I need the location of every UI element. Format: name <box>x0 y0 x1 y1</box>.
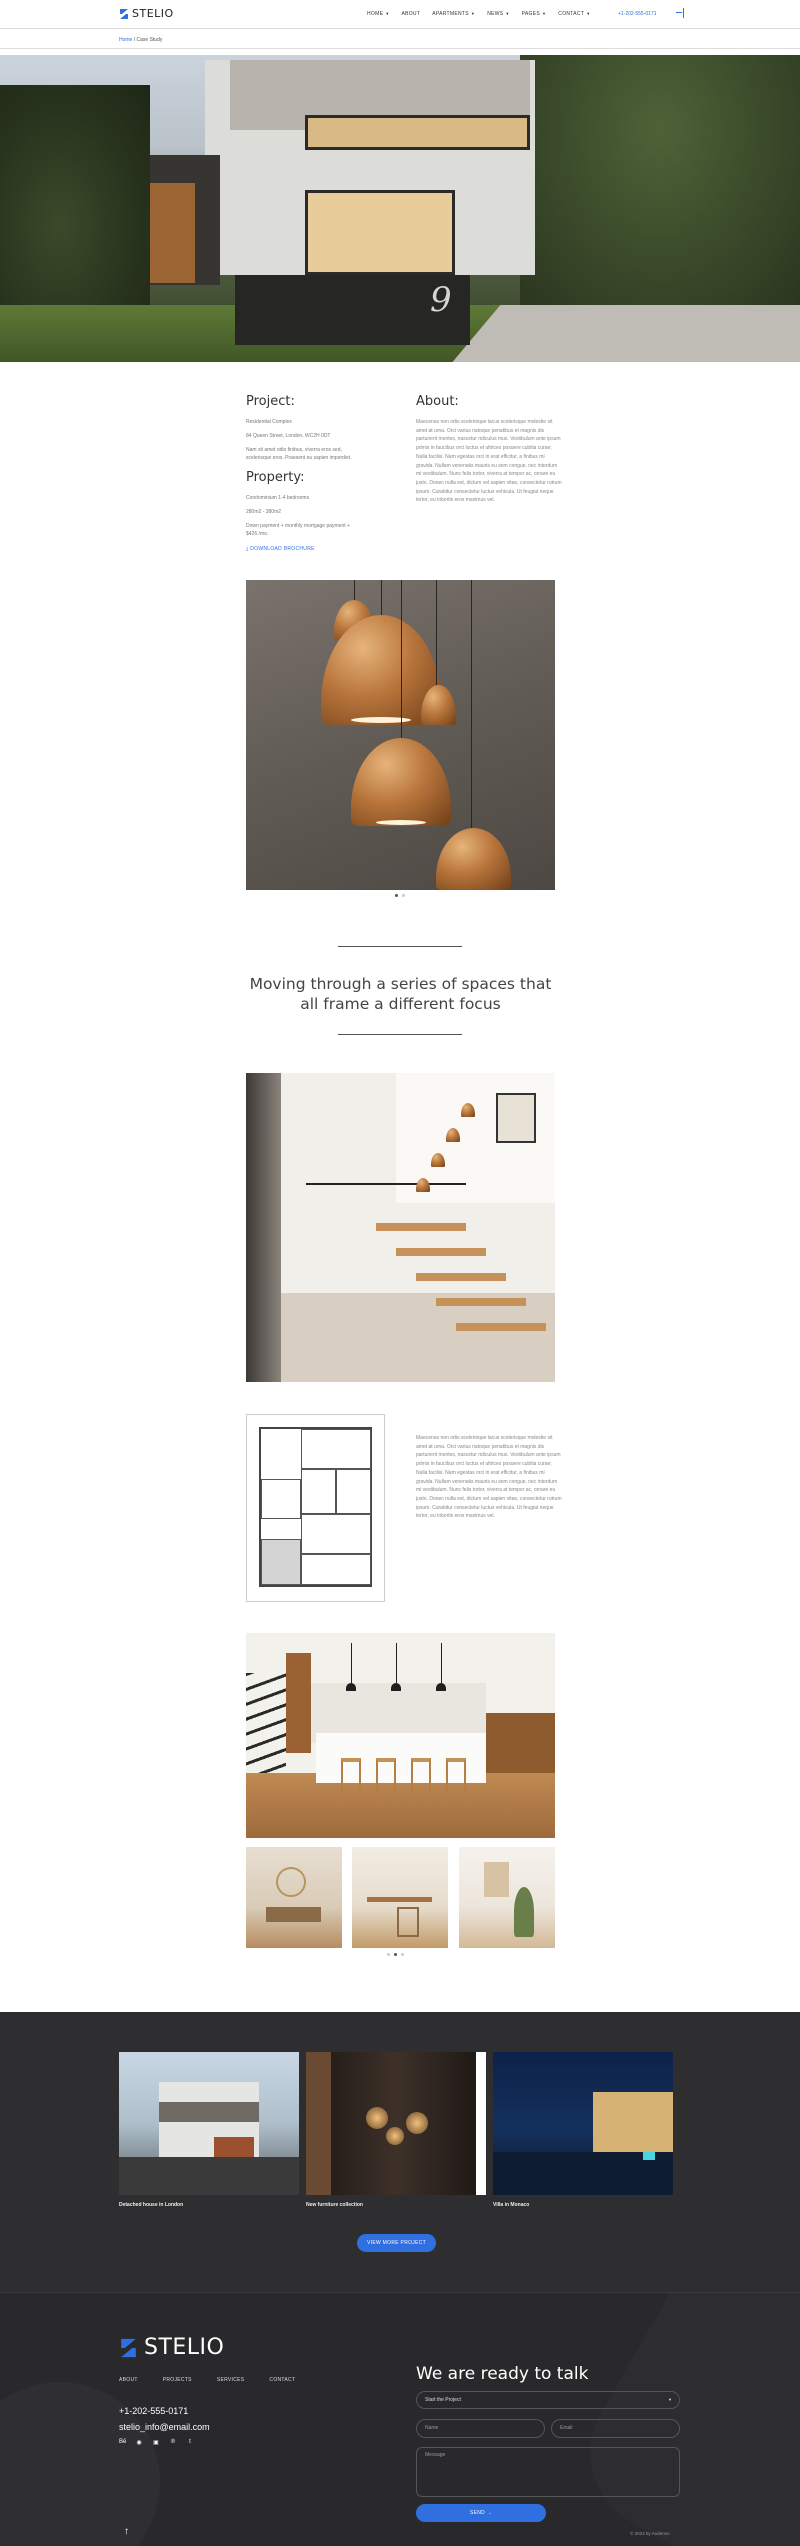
lamp-cord <box>471 580 472 830</box>
nav-home[interactable] <box>367 11 389 17</box>
email-field[interactable]: Email <box>551 2419 680 2438</box>
carousel-dots <box>393 894 407 897</box>
carousel-dot[interactable] <box>394 1953 397 1956</box>
chevron-down-icon: ▼ <box>668 2397 672 2402</box>
carousel-dot[interactable] <box>402 894 405 897</box>
gallery-image-stairs[interactable] <box>246 1073 555 1382</box>
lamp-cord <box>381 580 382 615</box>
stair-step <box>396 1248 486 1256</box>
chevron-down-icon: ▼ <box>505 11 510 16</box>
project-line-2: 84 Queen Street, London, WC2H 0DT <box>246 433 331 439</box>
project-card-title[interactable]: Detached house in London <box>119 2202 184 2208</box>
hero-door <box>150 183 195 283</box>
pendant-light <box>386 2127 404 2145</box>
brand-name: STELIO <box>132 7 174 20</box>
pendant-cord <box>441 1643 442 1683</box>
gallery-image-lamps[interactable] <box>246 580 555 890</box>
floor-plan-image[interactable] <box>246 1414 385 1602</box>
send-label: SEND <box>469 2510 486 2516</box>
house-number: 9 <box>430 280 452 320</box>
site-header <box>0 0 800 28</box>
chevron-down-icon: ▼ <box>385 11 390 16</box>
thumb-mirror <box>276 1867 306 1897</box>
carousel-dots <box>385 1953 406 1956</box>
lamp-cord <box>354 580 355 602</box>
pendant-lamp <box>436 1683 446 1691</box>
download-brochure-link[interactable] <box>246 546 315 552</box>
house-window-band <box>159 2102 259 2122</box>
project-card-title[interactable]: New furniture collection <box>306 2202 363 2208</box>
pendant-lamp <box>351 738 451 826</box>
lamp-glow <box>351 717 411 723</box>
message-field[interactable]: Message <box>416 2447 680 2497</box>
plan-room <box>301 1514 371 1554</box>
nav-apartments-label: APARTMENTS <box>432 11 469 17</box>
arrow-right-icon: → <box>486 2510 493 2516</box>
nav-pages[interactable] <box>522 11 547 17</box>
hero-image <box>0 55 800 362</box>
header-phone-link[interactable]: +1-202-555-0171 <box>618 11 657 17</box>
thumb-bench <box>266 1907 321 1922</box>
quote-text: Moving through a series of spaces that all frame a different focus <box>249 975 552 1013</box>
hero-window-lower <box>305 190 455 275</box>
pendant-lamp <box>436 828 511 890</box>
carousel-dot[interactable] <box>401 1953 404 1956</box>
nav-pages-label: PAGES <box>521 11 541 17</box>
floor-plan-description: Maecenas non odio scelerisque lacus scelerisque molestie sit amet at urna. Orci varius natoque penatibus et magnis dis parturient montes, nascetur ridiculus mus. Vestibulum ante ipsum primis in faucibus orci luctus et ultrices posuere cubilia curae; Nulla facilisi. Nam egestas orci in erat efficitur, a finibus mi gravida. Nullam venenatis mauris eu sem congue, nec interdum mi vestibulum. Nunc felis tortor, viverra at tempor ac, ornare eu justo. Donec nulla est, dictum vel sapien vitae, consectetur rutrum ipsum. Curabitur consectetur luctus vehicula. Ut feugiat neque tortor, eu lobortis eros maximus vel. <box>416 1435 562 1520</box>
footer-phone[interactable]: +1-202-555-0171 <box>119 2406 189 2416</box>
nav-contact[interactable] <box>558 11 590 17</box>
project-card-title[interactable]: Villa in Monaco <box>493 2202 530 2208</box>
bar-stool <box>376 1758 396 1803</box>
kitchen-cabinet-left <box>286 1653 311 1753</box>
white-wall <box>476 2052 486 2195</box>
footer-brand-name: STELIO <box>144 2335 225 2360</box>
footer-nav-projects[interactable]: PROJECTS <box>162 2377 192 2383</box>
project-card-image[interactable] <box>306 2052 486 2195</box>
plan-room <box>301 1469 336 1514</box>
about-text: Maecenas non odio scelerisque lacus scelerisque molestie sit amet at urna. Orci varius natoque penatibus et magnis dis parturient montes, nascetur ridiculus mus. Vestibulum ante ipsum primis in faucibus orci luctus et ultrices posuere cubilia curae; Nulla facilisi. Nam egestas orci in erat efficitur, a finibus mi gravida. Nullam venenatis mauris eu sem congue, nec interdum mi vestibulum. Nunc felis tortor, viverra at tempor ac, ornare eu justo. Donec nulla est, dictum vel sapien vitae, consectetur rutrum ipsum. Curabitur consectetur luctus vehicula. Ut feugiat neque tortor, eu lobortis eros maximus vel. <box>416 419 562 504</box>
gallery-image-kitchen[interactable] <box>246 1633 555 1838</box>
stairs-picture-frame <box>496 1093 536 1143</box>
property-title: Property: <box>246 470 305 485</box>
footer-nav-services[interactable]: SERVICES <box>216 2377 245 2383</box>
nav-contact-label: CONTACT <box>558 11 585 17</box>
logo-mark-icon <box>119 8 129 20</box>
floor-plan-outline <box>259 1427 372 1587</box>
about-title: About: <box>416 394 459 409</box>
property-line-2: 280m2 - 380m2 <box>246 509 282 515</box>
back-to-top-arrow-icon[interactable]: ↑ <box>124 2526 129 2537</box>
property-line-4: $426 /mo. <box>246 531 269 537</box>
copyright: © 2023 by Andenno <box>630 2531 670 2536</box>
main-nav <box>367 11 602 17</box>
stairs-dark-wall <box>246 1073 281 1382</box>
project-title: Project: <box>246 394 295 409</box>
nav-about[interactable] <box>401 11 420 17</box>
footer-logo[interactable] <box>119 2335 224 2360</box>
header-divider <box>0 28 800 29</box>
property-line-3: Down payment + monthly mortgage payment + <box>246 523 350 529</box>
breadcrumb <box>119 37 162 43</box>
name-field[interactable]: Name <box>416 2419 545 2438</box>
thumb-desk <box>367 1897 432 1902</box>
pendant-lamp <box>391 1683 401 1691</box>
thumb-wall-hanging <box>484 1862 509 1897</box>
footer-nav-contact[interactable]: CONTACT <box>269 2377 296 2383</box>
project-line-4: scelerisque eros. Praesent eu sapien imperdiet. <box>246 455 352 461</box>
pinterest-icon[interactable]: ℗ <box>170 2439 176 2445</box>
chevron-down-icon: ▼ <box>542 11 547 16</box>
logo[interactable] <box>119 7 174 20</box>
breadcrumb-separator: / <box>132 37 137 43</box>
pendant-cord <box>396 1643 397 1683</box>
pendant-light <box>366 2107 388 2129</box>
plan-room <box>301 1429 371 1469</box>
site-footer <box>0 2292 800 2546</box>
logo-mark-icon <box>119 2337 138 2359</box>
house-fence <box>119 2157 299 2195</box>
nav-apartments[interactable] <box>432 11 475 17</box>
nav-news[interactable] <box>487 11 509 17</box>
social-links <box>119 2439 204 2446</box>
pendant-lamp <box>346 1683 356 1691</box>
send-button[interactable] <box>416 2504 546 2522</box>
lamp-cord <box>401 580 402 740</box>
hero-trees-right <box>520 55 800 305</box>
menu-toggle-button[interactable] <box>674 8 684 18</box>
nav-about-label: ABOUT <box>401 11 421 17</box>
project-type-select[interactable] <box>416 2391 680 2409</box>
chevron-down-icon: ▼ <box>586 11 591 16</box>
breadcrumb-current: Case Study <box>136 37 163 43</box>
tumblr-icon[interactable]: t <box>189 2439 191 2445</box>
stair-step <box>416 1273 506 1281</box>
project-card-image[interactable] <box>119 2052 299 2195</box>
project-type-value: Start the Project <box>425 2397 461 2403</box>
instagram-icon[interactable]: ▣ <box>153 2440 159 2446</box>
view-more-projects-button[interactable]: VIEW MORE PROJECT <box>357 2234 436 2252</box>
stairs-floor <box>281 1293 555 1382</box>
contact-form-title: We are ready to talk <box>416 2364 589 2384</box>
dribbble-icon[interactable]: ◉ <box>136 2440 142 2446</box>
footer-nav-about[interactable]: ABOUT <box>119 2377 138 2383</box>
carousel-dot[interactable] <box>387 1953 390 1956</box>
bar-stool <box>341 1758 361 1803</box>
pendant-light <box>406 2112 428 2134</box>
project-line-1: Residential Complex <box>246 419 292 425</box>
plan-garage <box>261 1539 301 1585</box>
footer-nav <box>119 2377 320 2383</box>
nav-home-label: HOME <box>367 11 384 17</box>
project-card-image[interactable] <box>493 2052 673 2195</box>
bar-stool <box>411 1758 431 1803</box>
thumb-chair <box>397 1907 419 1937</box>
footer-email[interactable]: stelio_info@email.com <box>119 2422 210 2432</box>
menu-icon <box>676 12 682 13</box>
quote-divider-top <box>338 946 462 947</box>
footer-divider <box>0 2292 800 2293</box>
download-icon: ⤓ <box>246 546 249 552</box>
villa-pool-light <box>643 2152 655 2160</box>
thumb-plant <box>514 1887 534 1937</box>
gallery-thumb-desk[interactable] <box>352 1847 448 1948</box>
stair-step <box>436 1298 526 1306</box>
pendant-cord <box>351 1643 352 1683</box>
breadcrumb-divider <box>0 48 800 49</box>
gallery-thumb-plants[interactable] <box>459 1847 555 1948</box>
bar-stool <box>446 1758 466 1803</box>
chevron-down-icon: ▼ <box>470 11 476 16</box>
behance-icon[interactable]: Bē <box>119 2439 127 2445</box>
quote-divider-bottom <box>338 1034 462 1035</box>
lamp-cord <box>436 580 437 685</box>
stairs-railing <box>306 1183 466 1243</box>
property-line-1: Condominium 1-4 bedrooms <box>246 495 310 501</box>
villa-lit-facade <box>593 2092 673 2152</box>
carousel-dot[interactable] <box>395 894 398 897</box>
nav-news-label: NEWS <box>487 11 504 17</box>
download-brochure-label: DOWNLOAD BROCHURE <box>250 546 315 552</box>
gallery-thumb-entryway[interactable] <box>246 1847 342 1948</box>
hero-window-upper <box>305 115 530 150</box>
plan-room <box>261 1479 301 1519</box>
plan-room <box>301 1554 371 1585</box>
stair-step <box>456 1323 546 1331</box>
plan-room <box>336 1469 371 1514</box>
breadcrumb-home-link[interactable]: Home <box>119 37 133 43</box>
project-line-3: Nam sit amet odio finibus, viverra eros sed, <box>246 447 342 453</box>
hero-path <box>450 305 800 362</box>
wood-panel <box>306 2052 331 2195</box>
lamp-glow <box>376 820 426 825</box>
